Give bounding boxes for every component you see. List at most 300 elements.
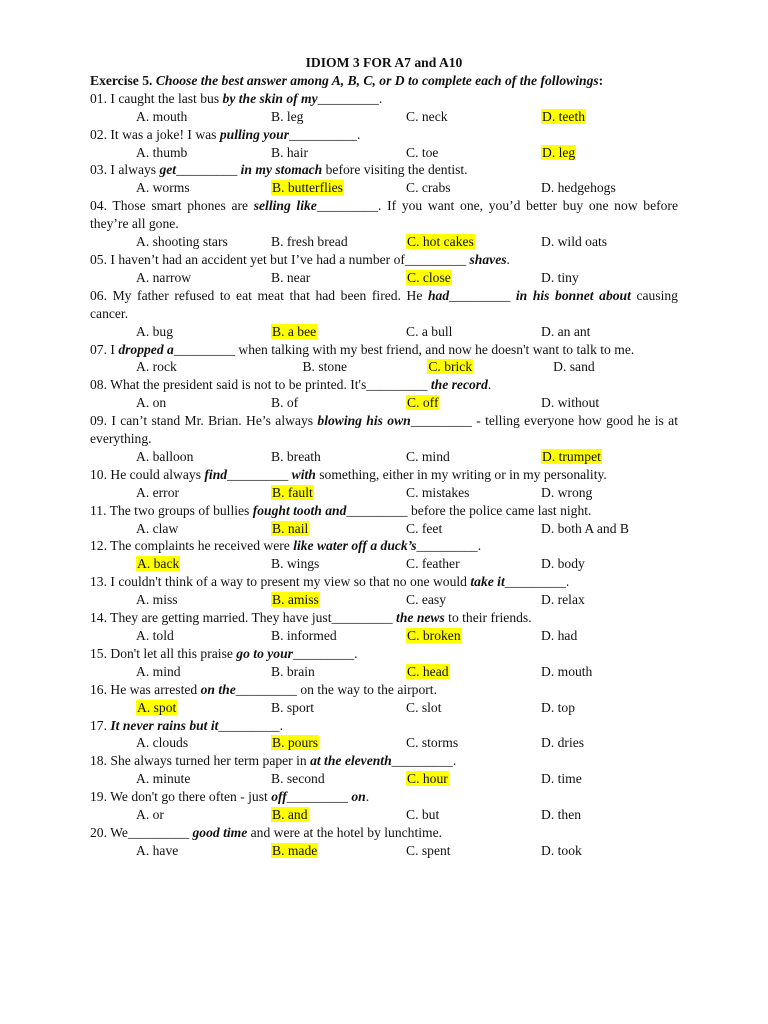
question-item (90, 126, 678, 162)
option-row (90, 770, 678, 788)
highlighted-answer: B. a bee (272, 323, 317, 339)
option-label: B. breath (271, 448, 321, 464)
option-row (90, 323, 678, 341)
answer-option (541, 233, 676, 251)
stem-text: and were at the hotel by lunchtime. (247, 824, 443, 840)
answer-blank: _________ (366, 377, 428, 393)
option-row (90, 108, 678, 126)
option-label: C. storms (406, 735, 459, 751)
answer-option (541, 806, 676, 824)
answer-option (541, 734, 676, 752)
option-label: D. wrong (541, 484, 593, 500)
stem-text: before the police came last night. (407, 502, 592, 518)
answer-blank: _________ (292, 645, 355, 661)
question-list (90, 90, 678, 860)
idiom-text: fought tooth and (252, 502, 347, 518)
stem-text: 09. I can’t stand Mr. Brian. He’s always (90, 413, 318, 429)
question-stem (90, 161, 678, 179)
answer-blank: _________ (410, 413, 472, 429)
question-stem (90, 537, 678, 555)
idiom-text: in his bonnet about (515, 287, 631, 303)
highlighted-answer: C. hour (407, 771, 448, 787)
exercise-instruction: Choose the best answer among A, B, C, or D to complete each of the followings (155, 72, 599, 88)
exercise-label: Exercise 5. (90, 72, 153, 88)
option-label: B. fresh bread (271, 234, 348, 250)
answer-option (136, 323, 271, 341)
answer-option (406, 555, 541, 573)
answer-option (271, 179, 406, 197)
option-row (90, 358, 678, 376)
answer-option (406, 520, 541, 538)
stem-text: . (356, 126, 361, 142)
idiom-text: blowing his own (317, 413, 411, 429)
option-label: B. of (271, 395, 299, 411)
option-label: C. toe (406, 144, 439, 160)
idiom-text: find (204, 466, 228, 482)
stem-text: 18. She always turned her term paper in (90, 753, 311, 769)
answer-option (136, 699, 271, 717)
stem-text: . (279, 717, 283, 733)
answer-option (406, 144, 541, 162)
option-label: A. mouth (136, 108, 188, 124)
worksheet-title: IDIOM 3 FOR A7 and A10 (305, 55, 463, 70)
answer-option (553, 358, 678, 376)
stem-text: . (354, 645, 358, 661)
highlighted-answer: A. spot (137, 699, 177, 715)
answer-option (406, 448, 541, 466)
question-item (90, 90, 678, 126)
answer-blank: __________ (288, 126, 357, 142)
answer-option (271, 555, 406, 573)
question-stem (90, 197, 678, 233)
answer-option (541, 591, 676, 609)
answer-option (271, 269, 406, 287)
answer-option (136, 555, 271, 573)
stem-text: 07. I (90, 341, 119, 357)
idiom-text: It never rains but it (110, 717, 219, 733)
question-stem (90, 90, 678, 108)
option-row (90, 269, 678, 287)
option-label: C. spent (406, 842, 451, 858)
answer-option (136, 627, 271, 645)
question-stem (90, 788, 678, 806)
option-row (90, 591, 678, 609)
option-label: A. narrow (136, 269, 192, 285)
answer-option (541, 144, 676, 162)
answer-option (541, 179, 676, 197)
answer-blank: _________ (391, 753, 453, 769)
question-stem (90, 609, 678, 627)
idiom-text: shaves (469, 251, 507, 267)
answer-option (406, 323, 541, 341)
stem-text: . (452, 753, 457, 769)
highlighted-answer: B. and (272, 807, 308, 823)
option-label: D. wild oats (541, 234, 608, 250)
option-label: D. top (541, 699, 575, 715)
highlighted-answer: B. made (272, 842, 318, 858)
answer-option (271, 734, 406, 752)
idiom-text: by the skin of my (222, 90, 318, 106)
option-label: B. stone (302, 359, 348, 375)
question-stem (90, 502, 678, 520)
option-label: B. informed (271, 628, 337, 643)
answer-option (271, 108, 406, 126)
question-item (90, 824, 678, 860)
idiom-text: the record (430, 377, 488, 393)
answer-option (541, 555, 676, 573)
answer-option (406, 734, 541, 752)
worksheet-page (90, 54, 678, 860)
option-row (90, 394, 678, 412)
stem-text: . (565, 574, 570, 590)
highlighted-answer: C. off (407, 395, 439, 411)
question-item (90, 412, 678, 466)
answer-option (406, 269, 541, 287)
stem-text: . If you want one, you’d better buy one now before they’re all gone. (90, 198, 678, 232)
option-label: A. mind (136, 663, 181, 679)
option-label: B. wings (271, 556, 320, 572)
stem-text: . (506, 251, 510, 267)
highlighted-answer: D. teeth (542, 108, 586, 124)
question-item (90, 788, 678, 824)
option-label: A. told (136, 628, 174, 643)
stem-text: 14. They are getting married. They have just (90, 610, 332, 626)
stem-text: 10. He could always (90, 466, 205, 482)
question-item (90, 197, 678, 251)
answer-option (271, 394, 406, 412)
answer-option (406, 770, 541, 788)
answer-option (136, 358, 302, 376)
idiom-text: dropped a (118, 341, 174, 357)
question-item (90, 161, 678, 197)
answer-option (136, 520, 271, 538)
answer-option (541, 770, 676, 788)
question-stem (90, 412, 678, 448)
answer-blank: _________ (127, 824, 190, 840)
option-label: C. easy (406, 592, 447, 608)
answer-option (136, 806, 271, 824)
answer-option (302, 358, 427, 376)
answer-blank: _________ (331, 610, 393, 626)
answer-blank: _________ (504, 574, 566, 590)
option-label: A. error (136, 484, 180, 500)
stem-text: 12. The complaints he received were (90, 538, 294, 554)
answer-option (136, 269, 271, 287)
idiom-text: selling like (253, 198, 317, 214)
option-label: D. without (541, 395, 600, 411)
option-row (90, 144, 678, 162)
option-label: C. mistakes (406, 484, 470, 500)
stem-text: 11. The two groups of bullies (90, 502, 253, 518)
answer-option (271, 520, 406, 538)
stem-text: 01. I caught the last bus (90, 90, 223, 106)
option-row (90, 699, 678, 717)
option-label: B. second (271, 771, 325, 787)
highlighted-answer: B. amiss (272, 592, 319, 608)
option-label: B. near (271, 269, 311, 285)
stem-text: 19. We don't go there often - just (90, 789, 272, 805)
option-label: B. brain (271, 663, 315, 679)
question-item (90, 502, 678, 538)
idiom-text: had (427, 287, 450, 303)
question-item (90, 251, 678, 287)
question-item (90, 752, 678, 788)
answer-option (136, 770, 271, 788)
option-label: C. crabs (406, 180, 451, 196)
exercise-colon: : (598, 72, 604, 88)
option-label: A. balloon (136, 448, 194, 464)
option-label: A. or (136, 807, 164, 823)
option-label: C. slot (406, 699, 442, 715)
option-label: C. feet (406, 520, 443, 536)
question-item (90, 537, 678, 573)
stem-text: 05. I haven’t had an accident yet but I’ve had a number of (90, 251, 405, 267)
option-row (90, 555, 678, 573)
option-label: A. claw (136, 520, 179, 536)
question-item (90, 341, 678, 377)
idiom-text: get (159, 162, 177, 178)
stem-text: 03. I always (90, 162, 160, 178)
stem-text: when talking with my best friend, and now he doesn't want to talk to me. (235, 341, 635, 357)
answer-option (406, 806, 541, 824)
idiom-text: good time (192, 824, 248, 840)
option-row (90, 663, 678, 681)
option-label: C. but (406, 807, 440, 823)
answer-option (136, 448, 271, 466)
option-label: B. hair (271, 144, 308, 160)
stem-text: 20. We (90, 824, 128, 840)
option-label: D. then (541, 807, 582, 823)
option-label: A. have (136, 842, 179, 858)
highlighted-answer: C. head (407, 663, 449, 679)
answer-option (406, 842, 541, 860)
stem-text: . (378, 90, 383, 106)
highlighted-answer: D. trumpet (542, 448, 601, 464)
option-label: A. clouds (136, 735, 189, 751)
answer-blank: _________ (404, 251, 467, 267)
question-item (90, 609, 678, 645)
option-label: A. thumb (136, 144, 188, 160)
option-label: C. neck (406, 108, 448, 124)
option-label: A. on (136, 395, 167, 411)
option-row (90, 484, 678, 502)
question-stem (90, 645, 678, 663)
question-item (90, 287, 678, 341)
answer-option (136, 394, 271, 412)
highlighted-answer: D. leg (542, 144, 576, 160)
answer-option (271, 842, 406, 860)
question-stem (90, 251, 678, 269)
answer-option (271, 484, 406, 502)
idiom-text: on (351, 789, 366, 805)
option-label: A. rock (136, 359, 177, 375)
stem-text: . (477, 538, 482, 554)
answer-option (136, 144, 271, 162)
option-label: D. body (541, 556, 585, 572)
answer-option (406, 627, 541, 645)
idiom-text: at the eleventh (310, 753, 392, 769)
answer-option (271, 233, 406, 251)
question-stem (90, 466, 678, 484)
option-row (90, 627, 678, 645)
stem-text: before visiting the dentist. (322, 162, 468, 178)
answer-option (541, 699, 676, 717)
idiom-text: take it (470, 574, 505, 590)
idiom-text: in my stomach (240, 162, 323, 178)
answer-option (136, 734, 271, 752)
answer-option (271, 663, 406, 681)
highlighted-answer: B. pours (272, 735, 319, 751)
option-row (90, 179, 678, 197)
answer-option (541, 394, 676, 412)
stem-text: causing cancer. (90, 287, 678, 321)
stem-text: 16. He was arrested (90, 681, 201, 697)
answer-option (541, 484, 676, 502)
question-stem (90, 573, 678, 591)
answer-option (541, 269, 676, 287)
answer-blank: _________ (173, 341, 236, 357)
option-label: D. sand (553, 359, 595, 375)
answer-option (427, 358, 553, 376)
option-label: C. feather (406, 556, 460, 572)
answer-option (406, 179, 541, 197)
option-label: D. tiny (541, 269, 579, 285)
option-label: D. time (541, 771, 582, 787)
exercise-heading (90, 72, 678, 90)
idiom-text: like water off a duck’s (293, 538, 417, 554)
option-label: B. leg (271, 108, 304, 124)
answer-option (406, 108, 541, 126)
option-label: A. shooting stars (136, 234, 228, 250)
question-stem (90, 752, 678, 770)
answer-blank: _________ (416, 538, 478, 554)
answer-option (271, 448, 406, 466)
stem-text: something, either in my writing or in my personality. (315, 466, 607, 482)
option-label: C. a bull (406, 323, 453, 339)
highlighted-answer: A. back (137, 556, 180, 572)
option-row (90, 734, 678, 752)
stem-text: 06. My father refused to eat meat that had been fired. He (90, 287, 428, 303)
answer-option (136, 108, 271, 126)
highlighted-answer: C. broken (407, 628, 461, 643)
answer-option (271, 770, 406, 788)
answer-option (136, 179, 271, 197)
answer-option (406, 591, 541, 609)
question-stem (90, 376, 678, 394)
answer-option (271, 806, 406, 824)
option-label: D. an ant (541, 323, 591, 339)
stem-text: 08. What the president said is not to be printed. It's (90, 377, 367, 393)
answer-option (136, 233, 271, 251)
answer-blank: _________ (317, 90, 379, 106)
answer-blank: _________ (227, 466, 289, 482)
stem-text: on the way to the airport. (296, 681, 437, 697)
stem-text: 17. (90, 717, 111, 733)
stem-text: . (487, 377, 492, 393)
option-label: A. worms (136, 180, 190, 196)
question-item (90, 466, 678, 502)
stem-text: 04. Those smart phones are (90, 198, 254, 214)
question-stem (90, 126, 678, 144)
highlighted-answer: C. close (407, 269, 451, 285)
option-label: D. took (541, 842, 582, 858)
stem-text: - telling everyone how good he is at everything. (90, 413, 678, 447)
question-stem (90, 681, 678, 699)
option-row (90, 233, 678, 251)
answer-option (541, 448, 676, 466)
answer-option (136, 484, 271, 502)
highlighted-answer: B. nail (272, 520, 309, 536)
answer-option (406, 233, 541, 251)
highlighted-answer: B. fault (272, 484, 313, 500)
option-row (90, 448, 678, 466)
answer-option (136, 591, 271, 609)
option-row (90, 842, 678, 860)
question-stem (90, 287, 678, 323)
answer-option (271, 627, 406, 645)
idiom-text: with (291, 466, 316, 482)
answer-blank: _________ (346, 502, 408, 518)
answer-blank: _________ (286, 789, 348, 805)
answer-option (136, 842, 271, 860)
answer-blank: _________ (235, 681, 297, 697)
answer-blank: _________ (316, 198, 378, 214)
option-label: A. minute (136, 771, 191, 787)
question-item (90, 573, 678, 609)
option-row (90, 806, 678, 824)
answer-option (541, 627, 676, 645)
option-label: D. had (541, 628, 578, 643)
option-label: B. sport (271, 699, 315, 715)
answer-blank: _________ (176, 162, 238, 178)
stem-text: . (365, 789, 370, 805)
idiom-text: go to your (236, 645, 293, 661)
question-stem (90, 824, 678, 842)
answer-option (406, 663, 541, 681)
highlighted-answer: B. butterflies (272, 180, 343, 196)
answer-blank: _________ (449, 287, 511, 303)
option-label: D. dries (541, 735, 585, 751)
answer-option (136, 663, 271, 681)
answer-option (541, 323, 676, 341)
stem-text: 13. I couldn't think of a way to present my view so that no one would (90, 574, 471, 590)
stem-text: 02. It was a joke! I was (90, 126, 220, 142)
answer-blank: _________ (218, 717, 280, 733)
option-label: A. bug (136, 323, 174, 339)
question-item (90, 376, 678, 412)
answer-option (271, 323, 406, 341)
idiom-text: pulling your (219, 126, 289, 142)
question-item (90, 717, 678, 753)
idiom-text: the news (396, 610, 445, 626)
idiom-text: on the (200, 681, 236, 697)
question-stem (90, 341, 678, 359)
answer-option (271, 699, 406, 717)
stem-text: to their friends. (444, 610, 532, 626)
answer-option (541, 663, 676, 681)
option-label: D. relax (541, 592, 585, 608)
option-label: D. hedgehogs (541, 180, 616, 196)
answer-option (541, 108, 676, 126)
option-label: D. mouth (541, 663, 593, 679)
answer-option (406, 394, 541, 412)
option-row (90, 520, 678, 538)
answer-option (271, 591, 406, 609)
answer-option (541, 842, 676, 860)
answer-option (406, 699, 541, 717)
option-label: D. both A and B (541, 520, 629, 536)
answer-option (271, 144, 406, 162)
